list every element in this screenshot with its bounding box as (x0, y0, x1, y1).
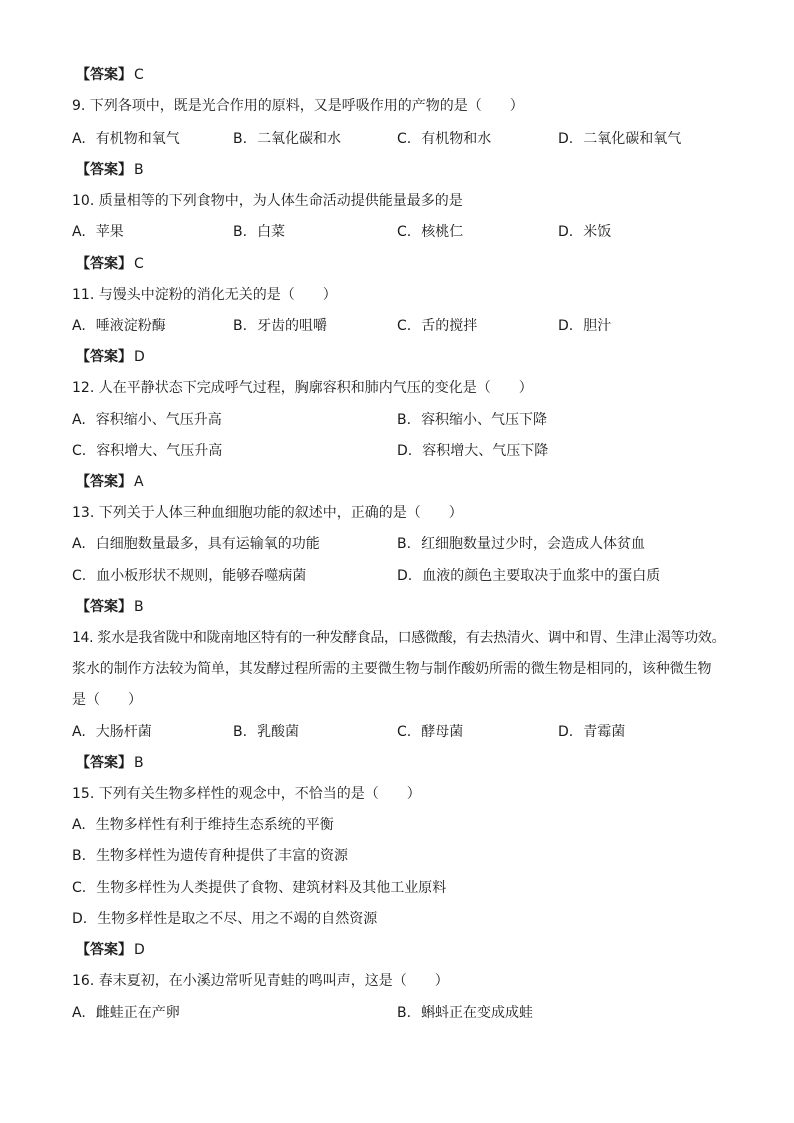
answer-value: B (134, 599, 144, 615)
answer-line (76, 161, 144, 179)
answer-value: A (134, 474, 144, 490)
option-b: B. 容积缩小、气压下降 (397, 412, 548, 428)
option-c: C. 容积增大、气压升高 (72, 443, 223, 459)
option-c: C. 血小板形状不规则，能够吞噬病菌 (72, 568, 307, 584)
question-stem: 15. 下列有关生物多样性的观念中，不恰当的是（ ） (72, 786, 421, 802)
option-b: B. 二氧化碳和水 (233, 131, 342, 147)
question-stem-line-1: 14. 浆水是我省陇中和陇南地区特有的一种发酵食品，口感微酸，有去热清火、调中和胃、生津止渴等功效。 (72, 630, 726, 646)
option-c: C. 酵母菌 (397, 724, 464, 740)
option-a: A. 唾液淀粉酶 (72, 318, 166, 334)
option-a: A. 苹果 (72, 224, 124, 240)
answer-label: 【答案】 (76, 599, 132, 615)
answer-value: B (134, 162, 144, 178)
answer-line (76, 598, 144, 616)
answer-line (76, 255, 144, 273)
answer-label: 【答案】 (76, 256, 132, 272)
option-c: C. 有机物和水 (397, 131, 492, 147)
option-d: D. 生物多样性是取之不尽、用之不竭的自然资源 (72, 911, 378, 927)
question-stem-line-2: 浆水的制作方法较为简单，其发酵过程所需的主要微生物与制作酸奶所需的微生物是相同的，该种微生物 (72, 661, 712, 677)
option-d: D. 血液的颜色主要取决于血浆中的蛋白质 (397, 568, 661, 584)
answer-value: D (134, 349, 145, 365)
answer-label: 【答案】 (76, 349, 132, 365)
option-a: A. 雌蛙正在产卵 (72, 1005, 180, 1021)
question-stem: 16. 春末夏初，在小溪边常听见青蛙的鸣叫声，这是（ ） (72, 973, 449, 989)
option-a: A. 大肠杆菌 (72, 724, 152, 740)
option-c: C. 舌的搅拌 (397, 318, 478, 334)
option-a: A. 有机物和氧气 (72, 131, 180, 147)
option-c: C. 核桃仁 (397, 224, 464, 240)
option-a: A. 白细胞数量最多，具有运输氧的功能 (72, 536, 320, 552)
answer-line (76, 348, 145, 366)
option-b: B. 生物多样性为遗传育种提供了丰富的资源 (72, 848, 349, 864)
option-d: D. 米饭 (558, 224, 612, 240)
question-stem: 12. 人在平静状态下完成呼气过程，胸廓容积和肺内气压的变化是（ ） (72, 380, 533, 396)
option-b: B. 白菜 (233, 224, 286, 240)
option-d: D. 容积增大、气压下降 (397, 443, 549, 459)
option-a: A. 容积缩小、气压升高 (72, 412, 222, 428)
option-c: C. 生物多样性为人类提供了食物、建筑材料及其他工业原料 (72, 880, 447, 896)
answer-value: C (134, 67, 144, 83)
option-b: B. 蝌蚪正在变成成蛙 (397, 1005, 534, 1021)
answer-line (76, 754, 144, 772)
answer-value: B (134, 755, 144, 771)
question-stem-line-3: 是（ ） (72, 692, 142, 708)
answer-label: 【答案】 (76, 942, 132, 958)
question-stem: 11. 与馒头中淀粉的消化无关的是（ ） (72, 287, 337, 303)
option-b: B. 红细胞数量过少时，会造成人体贫血 (397, 536, 646, 552)
answer-line (76, 473, 144, 491)
answer-line (76, 66, 144, 84)
question-stem: 13. 下列关于人体三种血细胞功能的叙述中，正确的是（ ） (72, 505, 463, 521)
answer-label: 【答案】 (76, 67, 132, 83)
answer-line (76, 941, 145, 959)
option-d: D. 二氧化碳和氧气 (558, 131, 682, 147)
option-d: D. 胆汁 (558, 318, 612, 334)
answer-label: 【答案】 (76, 474, 132, 490)
option-b: B. 乳酸菌 (233, 724, 300, 740)
answer-value: D (134, 942, 145, 958)
option-a: A. 生物多样性有利于维持生态系统的平衡 (72, 817, 334, 833)
question-stem: 9. 下列各项中，既是光合作用的原料，又是呼吸作用的产物的是（ ） (72, 98, 524, 114)
question-stem: 10. 质量相等的下列食物中，为人体生命活动提供能量最多的是 (72, 193, 463, 209)
answer-label: 【答案】 (76, 755, 132, 771)
answer-label: 【答案】 (76, 162, 132, 178)
answer-value: C (134, 256, 144, 272)
option-d: D. 青霉菌 (558, 724, 626, 740)
option-b: B. 牙齿的咀嚼 (233, 318, 328, 334)
